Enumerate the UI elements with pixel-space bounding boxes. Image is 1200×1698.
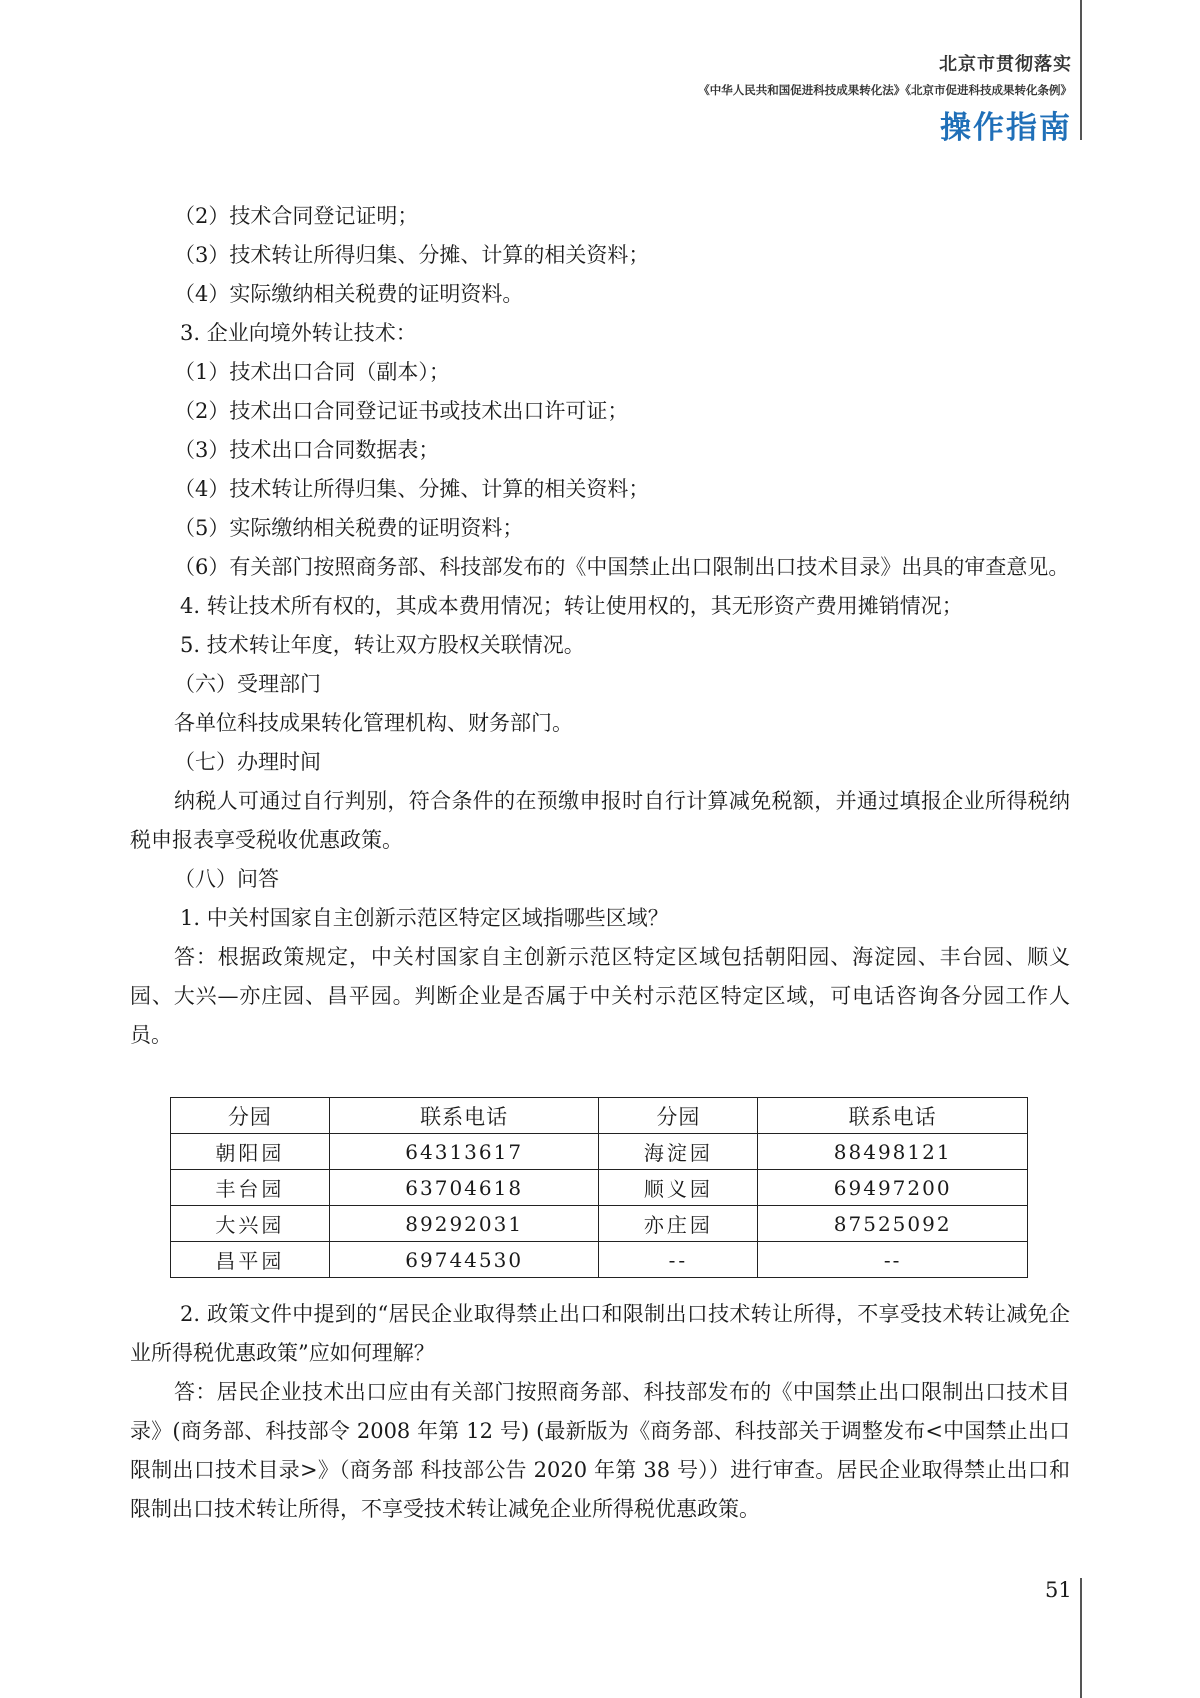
section-heading: （八）问答	[174, 867, 279, 891]
paragraph: （4）实际缴纳相关税费的证明资料。	[174, 282, 524, 306]
body-text-continued	[130, 1295, 1070, 1529]
answer: 答：根据政策规定，中关村国家自主创新示范区特定区域包括朝阳园、海淀园、丰台园、顺义园、大兴—亦庄园、昌平园。判断企业是否属于中关村示范区特定区域，可电话咨询各分园工作人员。	[130, 945, 1070, 1047]
table-cell: 69744530	[329, 1242, 599, 1278]
paragraph: （1）技术出口合同（副本）；	[174, 360, 450, 384]
paragraph: 5. 技术转让年度，转让双方股权关联情况。	[180, 633, 585, 657]
margin-rule-bottom	[1080, 1578, 1082, 1698]
answer: 答：居民企业技术出口应由有关部门按照商务部、科技部发布的《中国禁止出口限制出口技术目录》(商务部、科技部令 2008 年第 12 号) (最新版为《商务部、科技部关于调整发布<中国禁止出口限制出口技术目录>》（商务部 科技部公告 2020 年第 38 号））进行审查。居民企业取得禁止出口和限制出口技术转让所得，不享受技术转让减免企业所得税优惠政策。	[130, 1380, 1070, 1521]
question: 2. 政策文件中提到的“居民企业取得禁止出口和限制出口技术转让所得，不享受技术转让减免企业所得税优惠政策”应如何理解？	[130, 1302, 1070, 1365]
column-header: 分园	[599, 1098, 758, 1134]
table-cell: 亦庄园	[599, 1206, 758, 1242]
header-subtitle: 《中华人民共和国促进科技成果转化法》《北京市促进科技成果转化条例》	[698, 83, 1072, 97]
running-header	[698, 50, 1072, 147]
paragraph: （2）技术出口合同登记证书或技术出口许可证；	[174, 399, 629, 423]
table-cell: 朝阳园	[171, 1134, 330, 1170]
paragraph: 各单位科技成果转化管理机构、财务部门。	[174, 711, 573, 735]
table-cell: 63704618	[329, 1170, 599, 1206]
table-cell: 69497200	[758, 1170, 1028, 1206]
table-cell: 88498121	[758, 1134, 1028, 1170]
paragraph: 4. 转让技术所有权的，其成本费用情况；转让使用权的，其无形资产费用摊销情况；	[180, 594, 963, 618]
table-cell: --	[758, 1242, 1028, 1278]
paragraph: （6）有关部门按照商务部、科技部发布的《中国禁止出口限制出口技术目录》出具的审查意见。	[174, 555, 1070, 579]
table-cell: 丰台园	[171, 1170, 330, 1206]
table-cell: --	[599, 1242, 758, 1278]
section-heading: （七）办理时间	[174, 750, 321, 774]
table-cell: 海淀园	[599, 1134, 758, 1170]
table-row	[171, 1206, 1028, 1242]
page-number: 51	[1045, 1578, 1072, 1602]
table-header-row	[171, 1098, 1028, 1134]
table-cell: 89292031	[329, 1206, 599, 1242]
table-row	[171, 1134, 1028, 1170]
paragraph: 纳税人可通过自行判别，符合条件的在预缴申报时自行计算减免税额，并通过填报企业所得税纳税申报表享受税收优惠政策。	[130, 789, 1070, 852]
body-text	[130, 197, 1070, 1055]
column-header: 联系电话	[758, 1098, 1028, 1134]
table-cell: 顺义园	[599, 1170, 758, 1206]
column-header: 分园	[171, 1098, 330, 1134]
table-cell: 64313617	[329, 1134, 599, 1170]
park-contact-table	[170, 1097, 1028, 1278]
table-row	[171, 1242, 1028, 1278]
paragraph: （3）技术出口合同数据表；	[174, 438, 440, 462]
table-cell: 昌平园	[171, 1242, 330, 1278]
margin-rule-top	[1080, 0, 1082, 140]
table-cell: 87525092	[758, 1206, 1028, 1242]
header-title: 北京市贯彻落实	[939, 54, 1072, 75]
column-header: 联系电话	[329, 1098, 599, 1134]
paragraph: （4）技术转让所得归集、分摊、计算的相关资料；	[174, 477, 650, 501]
paragraph: 3. 企业向境外转让技术：	[180, 321, 417, 345]
header-guide-title: 操作指南	[940, 110, 1072, 146]
paragraph: （2）技术合同登记证明；	[174, 204, 419, 228]
section-heading: （六）受理部门	[174, 672, 321, 696]
table-cell: 大兴园	[171, 1206, 330, 1242]
table-row	[171, 1170, 1028, 1206]
question: 1. 中关村国家自主创新示范区特定区域指哪些区域？	[180, 906, 669, 930]
paragraph: （3）技术转让所得归集、分摊、计算的相关资料；	[174, 243, 650, 267]
paragraph: （5）实际缴纳相关税费的证明资料；	[174, 516, 524, 540]
